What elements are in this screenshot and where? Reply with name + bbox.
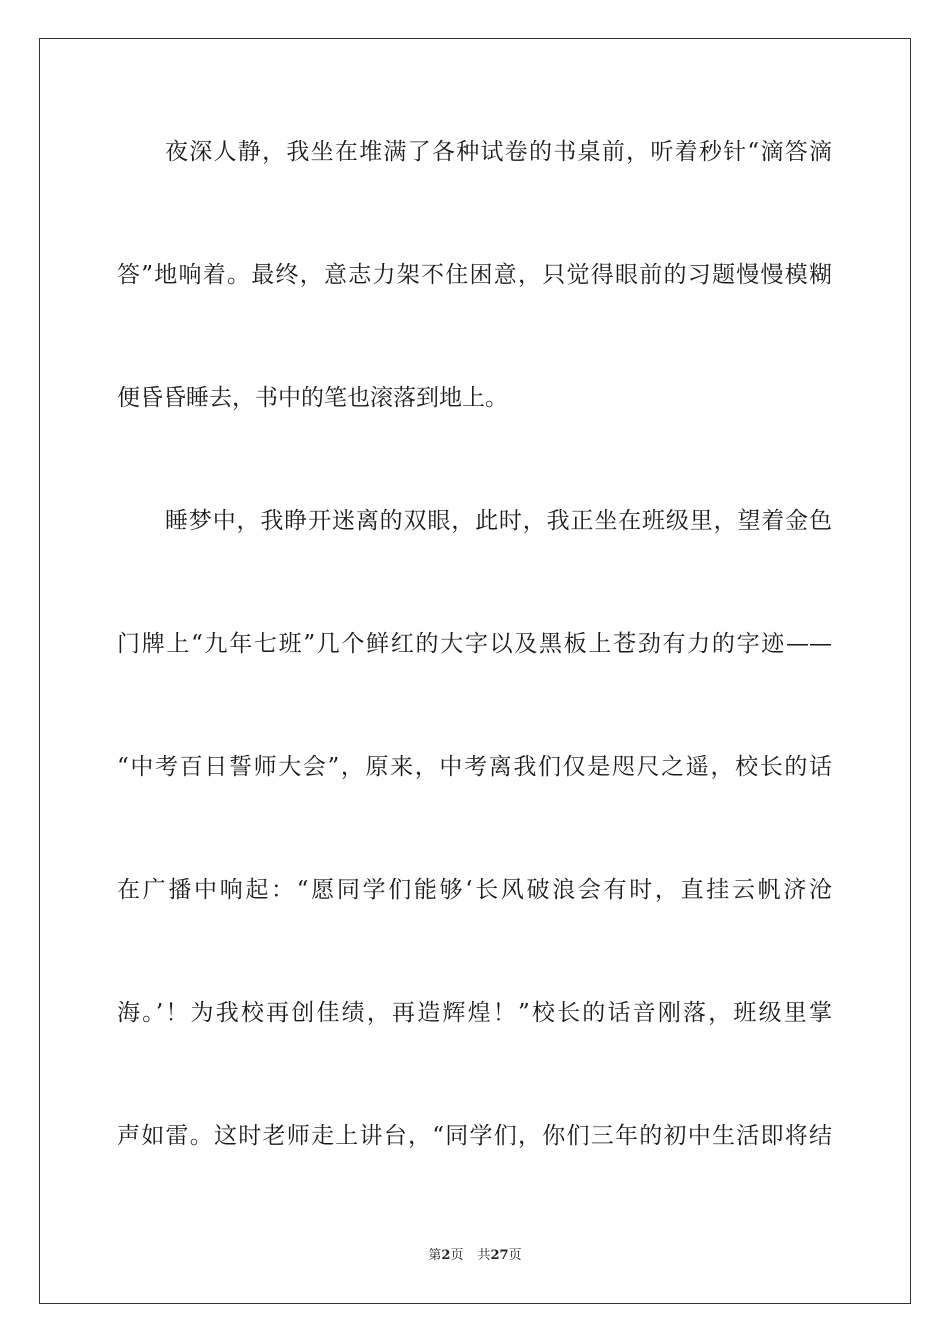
page-border <box>39 38 911 1304</box>
paragraph-2-line-6: 声如雷。这时老师走上讲台，“同学们，你们三年的初中生活即将结 <box>117 1123 832 1149</box>
page-current: 2 <box>441 1248 451 1263</box>
paragraph-2-line-4: 在广播中响起：“愿同学们能够‘长风破浪会有时，直挂云帆济沧 <box>117 877 832 903</box>
page-footer <box>0 1246 950 1266</box>
paragraph-2-line-1: 睡梦中，我睁开迷离的双眼，此时，我正坐在班级里，望着金色 <box>165 508 832 534</box>
paragraph-1-line-2: 答”地响着。最终，意志力架不住困意，只觉得眼前的习题慢慢模糊 <box>117 262 832 288</box>
paragraph-2-line-5: 海。’！为我校再创佳绩，再造辉煌！”校长的话音刚落，班级里掌 <box>117 1000 832 1026</box>
paragraph-1-line-1: 夜深人静，我坐在堆满了各种试卷的书桌前，听着秒针“滴答滴 <box>165 139 832 165</box>
page-unit: 页 <box>450 1248 464 1263</box>
paragraph-2-line-2: 门牌上“九年七班”几个鲜红的大字以及黑板上苍劲有力的字迹—— <box>117 631 832 657</box>
total-pages: 27 <box>490 1248 509 1263</box>
page-prefix: 第 <box>428 1248 442 1263</box>
paragraph-2-line-3: “中考百日誓师大会”，原来，中考离我们仅是咫尺之遥，校长的话 <box>117 754 832 780</box>
paragraph-1-line-3: 便昏昏睡去，书中的笔也滚落到地上。 <box>117 385 508 411</box>
total-prefix: 共 <box>477 1248 491 1263</box>
total-unit: 页 <box>508 1248 522 1263</box>
